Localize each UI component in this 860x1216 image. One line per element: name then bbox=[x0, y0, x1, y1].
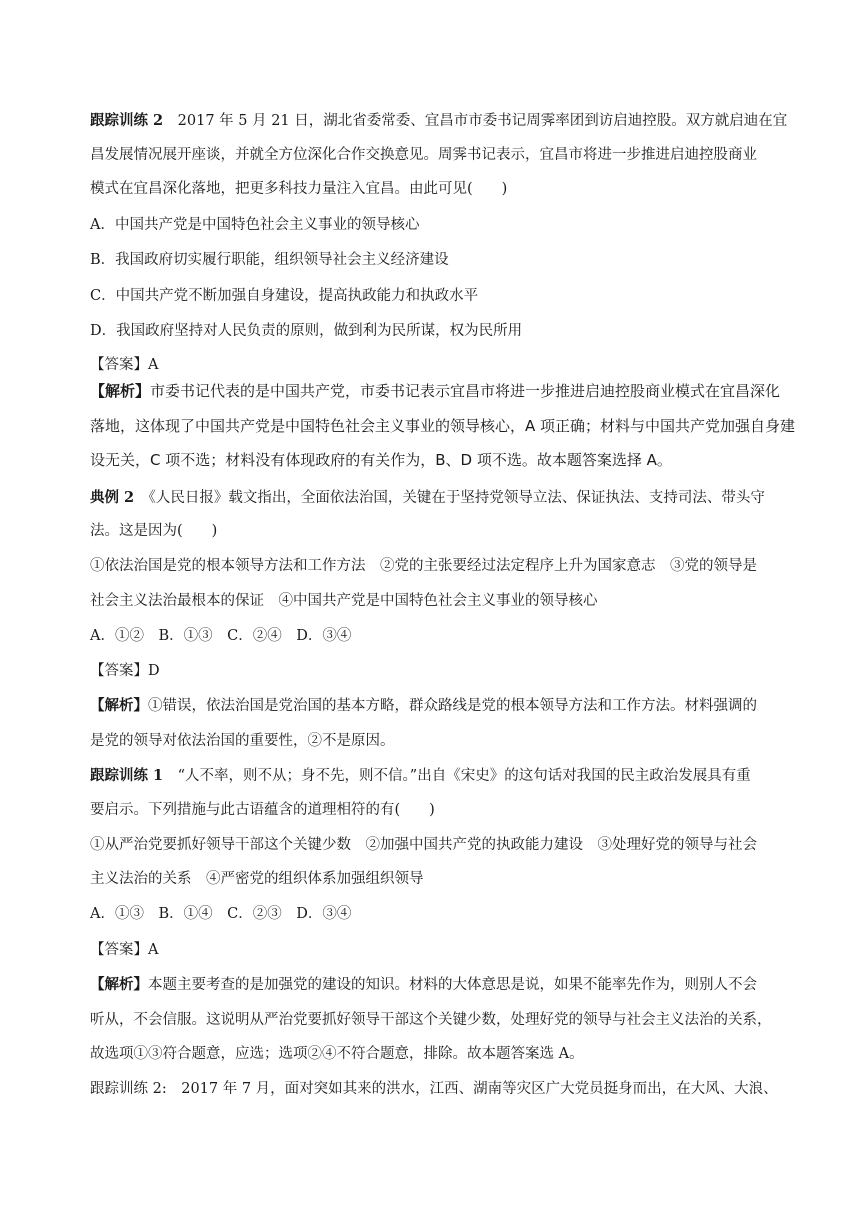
question-stem-line: 要启示。下列措施与此古语蕴含的道理相符的有( ) bbox=[90, 802, 435, 818]
analysis-line: 听从，不会信服。这说明从严治党要抓好领导干部这个关键少数，处理好党的领导与社会主义法治的关系， bbox=[90, 1012, 772, 1028]
option-a: A．中国共产党是中国特色社会主义事业的领导核心 bbox=[90, 217, 420, 233]
statement-line: 主义法治的关系 ④严密党的组织体系加强组织领导 bbox=[90, 871, 424, 887]
statement-line: ①从严治党要抓好领导干部这个关键少数 ②加强中国共产党的执政能力建设 ③处理好党的领导与社会 bbox=[90, 837, 757, 853]
question-stem-line: 法。这是因为( ) bbox=[90, 523, 218, 539]
analysis-line: 落地，这体现了中国共产党是中国特色社会主义事业的领导核心，A 项正确；材料与中国共产党加强自身建 bbox=[90, 417, 796, 435]
option-d: D．我国政府坚持对人民负责的原则，做到利为民所谋，权为民所用 bbox=[90, 323, 523, 339]
question-label: 典例 2 bbox=[90, 489, 135, 506]
analysis-label: 【解析】 bbox=[90, 697, 148, 714]
option-c: C．中国共产党不断加强自身建设，提高执政能力和执政水平 bbox=[90, 288, 479, 304]
options-line: A．①③ B．①④ C．②③ D．③④ bbox=[90, 906, 352, 922]
answer-line: 【答案】A bbox=[90, 942, 159, 958]
statement-line: 社会主义法治最根本的保证 ④中国共产党是中国特色社会主义事业的领导核心 bbox=[90, 593, 598, 609]
question-stem-line: 昌发展情况展开座谈，并就全方位深化合作交换意见。周霁书记表示，宜昌市将进一步推进启迪控股商业 bbox=[90, 147, 757, 163]
analysis-line: 故选项①③符合题意，应选；选项②④不符合题意，排除。故本题答案选 A。 bbox=[90, 1046, 584, 1062]
question-label: 跟踪训练 1 bbox=[90, 767, 164, 784]
analysis-line: 【解析】市委书记代表的是中国共产党，市委书记表示宜昌市将进一步推进启迪控股商业模式在宜昌深化 bbox=[90, 382, 781, 400]
question-stem-line: 跟踪训练 2: 2017 年 7 月，面对突如其来的洪水，江西、湖南等灾区广大党员挺身而出，在大风、大浪、 bbox=[90, 1081, 778, 1097]
analysis-label: 【解析】 bbox=[90, 382, 151, 400]
question-label: 跟踪训练 2 bbox=[90, 112, 164, 129]
statement-line: ①依法治国是党的根本领导方法和工作方法 ②党的主张要经过法定程序上升为国家意志 ③党的领导是 bbox=[90, 558, 757, 574]
question-stem-line: 模式在宜昌深化落地，把更多科技力量注入宜昌。由此可见( ) bbox=[90, 181, 508, 197]
analysis-label: 【解析】 bbox=[90, 976, 148, 993]
question-stem-line: 跟踪训练 2 2017 年 5 月 21 日，湖北省委常委、宜昌市市委书记周霁率团到访启迪控股。双方就启迪在宜 bbox=[90, 112, 788, 129]
question-stem-line: 典例 2 《人民日报》载文指出，全面依法治国，关键在于坚持党领导立法、保证执法、支持司法、带头守 bbox=[90, 489, 765, 506]
option-b: B．我国政府切实履行职能，组织领导社会主义经济建设 bbox=[90, 252, 449, 268]
question-stem-line: 跟踪训练 1 “人不率，则不从；身不先，则不信。”出自《宋史》的这句话对我国的民主政治发展具有重 bbox=[90, 767, 751, 784]
analysis-line: 是党的领导对依法治国的重要性，②不是原因。 bbox=[90, 733, 395, 749]
options-line: A．①② B．①③ C．②④ D．③④ bbox=[90, 628, 352, 644]
analysis-line: 设无关，C 项不选；材料没有体现政府的有关作为，B、D 项不选。故本题答案选择 A。 bbox=[90, 451, 672, 469]
answer-line: 【答案】A bbox=[90, 357, 159, 373]
analysis-line: 【解析】①错误，依法治国是党治国的基本方略，群众路线是党的根本领导方法和工作方法。材料强调的 bbox=[90, 697, 757, 714]
answer-line: 【答案】D bbox=[90, 663, 160, 679]
analysis-line: 【解析】本题主要考查的是加强党的建设的知识。材料的大体意思是说，如果不能率先作为，则别人不会 bbox=[90, 976, 757, 993]
